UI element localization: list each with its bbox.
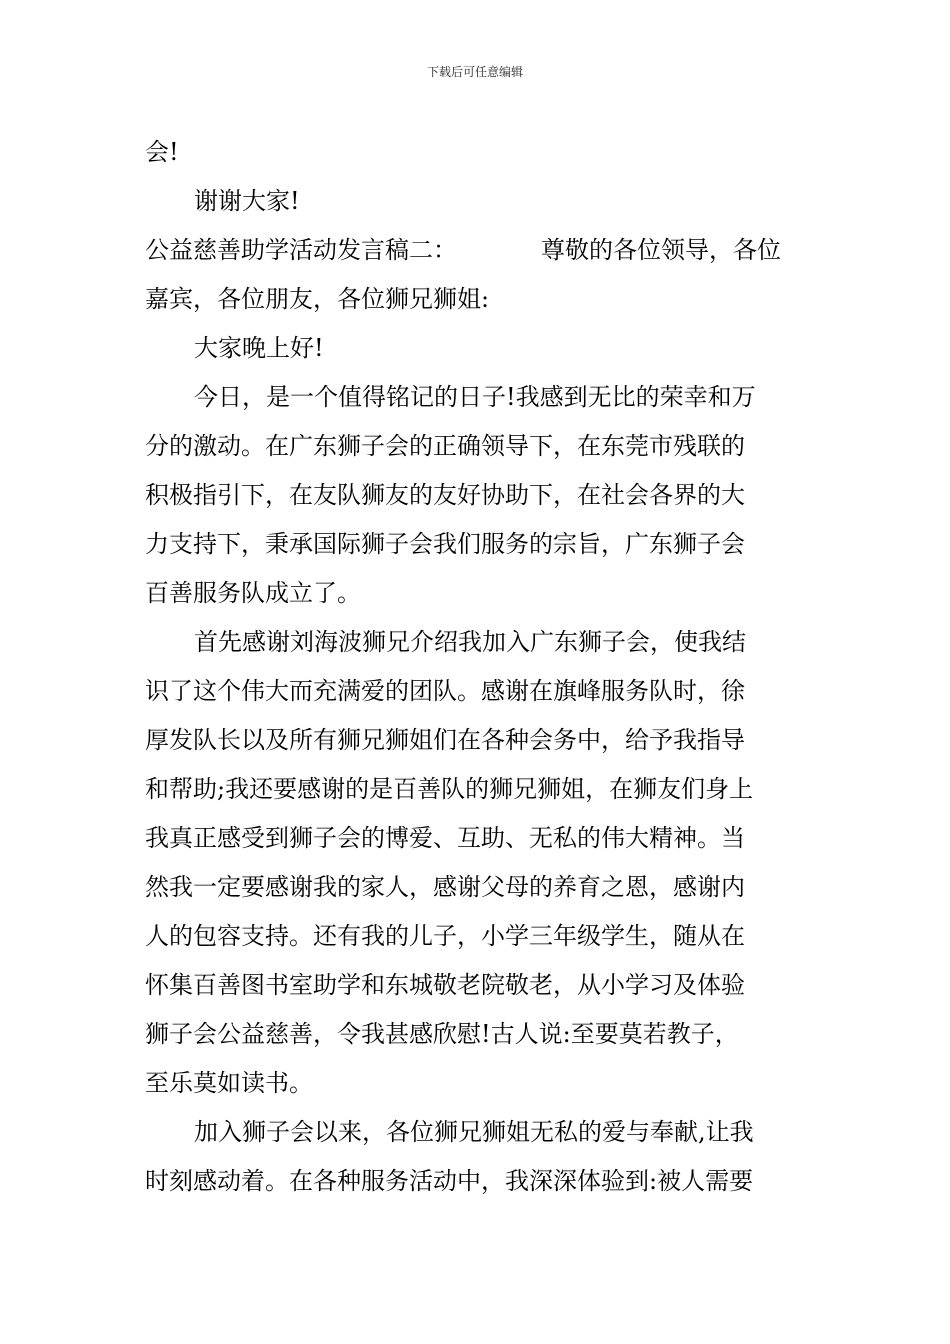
text-line: 百善服务队成立了。 <box>145 579 361 607</box>
text-line: 大家晚上好! <box>194 334 324 362</box>
section-heading: 公益慈善助学活动发言稿二： <box>145 236 457 264</box>
text-line: 分的激动。在广东狮子会的正确领导下，在东莞市残联的 <box>145 432 745 460</box>
text-line: 人的包容支持。还有我的儿子，小学三年级学生，随从在 <box>145 922 745 950</box>
text-line: 嘉宾，各位朋友，各位狮兄狮姐: <box>145 285 490 313</box>
paragraph-start: 今日，是一个值得铭记的日子!我感到无比的荣幸和万 <box>194 383 756 411</box>
paragraph-start: 首先感谢刘海波狮兄介绍我加入广东狮子会，使我结 <box>194 628 746 656</box>
text-line: 会! <box>145 138 179 166</box>
text-line: 狮子会公益慈善，令我甚感欣慰!古人说:至要莫若教子， <box>145 1020 739 1048</box>
salutation-start: 尊敬的各位领导，各位 <box>541 236 781 264</box>
text-line: 至乐莫如读书。 <box>145 1069 313 1097</box>
page-header: 下载后可任意编辑 <box>426 65 523 79</box>
text-line: 识了这个伟大而充满爱的团队。感谢在旗峰服务队时，徐 <box>145 677 745 705</box>
text-line: 我真正感受到狮子会的博爱、互助、无私的伟大精神。当 <box>145 824 745 852</box>
section-heading-row <box>145 226 809 275</box>
text-line: 和帮助;我还要感谢的是百善队的狮兄狮姐，在狮友们身上 <box>145 775 754 803</box>
text-line: 怀集百善图书室助学和东城敬老院敬老，从小学习及体验 <box>145 971 745 999</box>
paragraph-start: 加入狮子会以来，各位狮兄狮姐无私的爱与奉献,让我 <box>194 1118 754 1146</box>
text-line: 时刻感动着。在各种服务活动中，我深深体验到:被人需要 <box>145 1167 754 1195</box>
text-line: 谢谢大家! <box>194 187 300 215</box>
text-line: 厚发队长以及所有狮兄狮姐们在各种会务中，给予我指导 <box>145 726 745 754</box>
text-line: 然我一定要感谢我的家人，感谢父母的养育之恩，感谢内 <box>145 873 745 901</box>
text-line: 积极指引下，在友队狮友的友好协助下，在社会各界的大 <box>145 481 745 509</box>
document-body <box>145 128 809 1206</box>
text-line: 力支持下，秉承国际狮子会我们服务的宗旨，广东狮子会 <box>145 530 745 558</box>
